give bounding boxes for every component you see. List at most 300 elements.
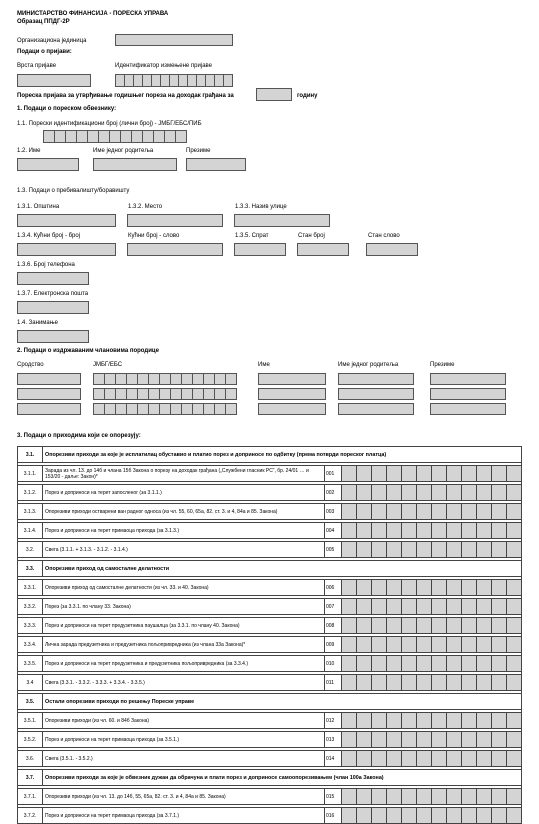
- dependent-parent-name-field[interactable]: [338, 373, 414, 385]
- filing-type-field[interactable]: [17, 74, 91, 87]
- amount-cell[interactable]: [342, 751, 357, 767]
- row-number: 3.5.: [18, 694, 43, 710]
- amended-id-label: Идентификатор измењене пријаве: [115, 63, 212, 69]
- amount-cell[interactable]: [372, 542, 387, 558]
- amount-cell[interactable]: [417, 599, 432, 615]
- amount-cell[interactable]: [402, 580, 417, 596]
- amount-cell[interactable]: [447, 732, 462, 748]
- table-row: [18, 618, 522, 634]
- amount-cell[interactable]: [477, 504, 492, 520]
- filing-type-label: Врста пријаве: [17, 63, 57, 69]
- phone-label: 1.3.6. Број телефона: [17, 262, 75, 268]
- amount-cell[interactable]: [462, 485, 477, 501]
- row-description: Опорезиви приходи за које је обвезник дужан да обрачуна и плати порез и доприносе самоопорезивањем (члан 100а Закона): [43, 770, 522, 786]
- amount-cell[interactable]: [417, 542, 432, 558]
- amount-cell[interactable]: [417, 466, 432, 482]
- amount-cell[interactable]: [507, 808, 522, 824]
- amount-cell[interactable]: [387, 808, 402, 824]
- amount-cell[interactable]: [462, 618, 477, 634]
- amount-cell[interactable]: [432, 466, 447, 482]
- amount-cell[interactable]: [372, 789, 387, 805]
- apartment-letter-field[interactable]: [366, 243, 418, 256]
- amount-cell[interactable]: [402, 808, 417, 824]
- place-label: 1.3.2. Место: [128, 204, 163, 210]
- apartment-letter-label: Стан слово: [368, 233, 400, 239]
- amount-cell[interactable]: [492, 789, 507, 805]
- ministry-title: МИНИСТАРСТВО ФИНАНСИЈА - ПОРЕСКА УПРАВА: [17, 11, 169, 17]
- row-description: Зарада из чл. 13. до 14б и члана 15б Закона о порезу на доходак грађана („Службени гласник РС“, бр. 24/01 … и 153/20 - даље: Закон)*: [43, 466, 325, 482]
- table-row: [18, 656, 522, 672]
- amount-cell[interactable]: [357, 466, 372, 482]
- dependent-name-field[interactable]: [258, 388, 326, 400]
- amount-cell[interactable]: [477, 751, 492, 767]
- amount-cell[interactable]: [357, 542, 372, 558]
- amount-cell[interactable]: [342, 504, 357, 520]
- table-row: [18, 675, 522, 691]
- dependent-surname-field[interactable]: [430, 403, 506, 415]
- dependent-name-field[interactable]: [258, 403, 326, 415]
- table-row: [18, 523, 522, 539]
- amount-cell[interactable]: [342, 599, 357, 615]
- amount-cell[interactable]: [492, 504, 507, 520]
- amount-cell[interactable]: [477, 637, 492, 653]
- phone-field[interactable]: [17, 272, 89, 285]
- amount-cell[interactable]: [342, 523, 357, 539]
- amount-cell[interactable]: [447, 808, 462, 824]
- amount-cell[interactable]: [477, 485, 492, 501]
- amount-cell[interactable]: [447, 789, 462, 805]
- dependent-name-field[interactable]: [258, 373, 326, 385]
- amount-cell[interactable]: [432, 675, 447, 691]
- row-code: 005: [325, 542, 342, 558]
- amount-cell[interactable]: [417, 751, 432, 767]
- amount-cell[interactable]: [372, 485, 387, 501]
- amount-cell[interactable]: [402, 789, 417, 805]
- amount-cell[interactable]: [357, 618, 372, 634]
- dependent-header-surname: Презиме: [430, 362, 455, 368]
- amount-cell[interactable]: [507, 580, 522, 596]
- dependent-relation-field[interactable]: [17, 403, 81, 415]
- section3-title: 3. Подаци о приходима који се опорезују:: [17, 433, 141, 439]
- row-code: 008: [325, 618, 342, 634]
- table-row: [18, 599, 522, 615]
- amount-cell[interactable]: [432, 599, 447, 615]
- row-number: 3.5.2.: [18, 732, 43, 748]
- row-code: 011: [325, 675, 342, 691]
- amount-cell[interactable]: [372, 675, 387, 691]
- apartment-number-label: Стан број: [298, 233, 325, 239]
- amount-cell[interactable]: [342, 618, 357, 634]
- amount-cell[interactable]: [387, 713, 402, 729]
- amount-cell[interactable]: [402, 599, 417, 615]
- amount-cell[interactable]: [402, 751, 417, 767]
- amount-cell[interactable]: [387, 656, 402, 672]
- amount-cell[interactable]: [387, 466, 402, 482]
- amount-cell[interactable]: [492, 808, 507, 824]
- house-number-field[interactable]: [17, 243, 116, 256]
- amount-cell[interactable]: [477, 789, 492, 805]
- tin-label: 1.1. Порески идентификациони број (лични број) - ЈМБГ/ЕБС/ПИБ: [17, 121, 202, 127]
- dependent-relation-field[interactable]: [17, 373, 81, 385]
- apartment-number-field[interactable]: [297, 243, 349, 256]
- filing-statement: Пореска пријава за утврђивање годишњег пореза на доходак грађана за: [17, 93, 234, 99]
- amount-cell[interactable]: [342, 580, 357, 596]
- amount-cell[interactable]: [447, 466, 462, 482]
- amount-cell[interactable]: [447, 713, 462, 729]
- amount-cell[interactable]: [447, 637, 462, 653]
- row-description: Опорезиви приходи остварени ван радног односа (из чл. 55, 60, 65а, 82. ст. 3. и 4, 84а и 85. Закона): [43, 504, 325, 520]
- dependent-jmbg-cell[interactable]: [225, 403, 237, 415]
- amount-cell[interactable]: [342, 808, 357, 824]
- amount-cell[interactable]: [357, 523, 372, 539]
- amount-cell[interactable]: [387, 732, 402, 748]
- amount-cell[interactable]: [402, 466, 417, 482]
- filing-statement-suffix: годину: [297, 93, 318, 99]
- table-row: [18, 447, 522, 463]
- amount-cell[interactable]: [387, 542, 402, 558]
- house-number-label: 1.3.4. Кућни број - број: [17, 233, 81, 239]
- table-row: [18, 732, 522, 748]
- surname-field[interactable]: [186, 158, 246, 171]
- amount-cell[interactable]: [507, 732, 522, 748]
- amount-cell[interactable]: [432, 504, 447, 520]
- parent-name-field[interactable]: [93, 158, 177, 171]
- amount-cell[interactable]: [417, 789, 432, 805]
- amount-cell[interactable]: [372, 618, 387, 634]
- amount-cell[interactable]: [462, 713, 477, 729]
- row-code: 014: [325, 751, 342, 767]
- table-row: [18, 770, 522, 786]
- amount-cell[interactable]: [372, 713, 387, 729]
- amount-cell[interactable]: [402, 675, 417, 691]
- amount-cell[interactable]: [462, 466, 477, 482]
- amount-cell[interactable]: [417, 808, 432, 824]
- amount-cell[interactable]: [462, 637, 477, 653]
- amount-cell[interactable]: [447, 523, 462, 539]
- amount-cell[interactable]: [492, 580, 507, 596]
- dependent-parent-name-field[interactable]: [338, 403, 414, 415]
- amount-cell[interactable]: [462, 675, 477, 691]
- amount-cell[interactable]: [507, 485, 522, 501]
- amount-cell[interactable]: [342, 637, 357, 653]
- amount-cell[interactable]: [432, 656, 447, 672]
- dependent-header-relation: Сродство: [17, 362, 44, 368]
- amount-cell[interactable]: [492, 656, 507, 672]
- amount-cell[interactable]: [417, 675, 432, 691]
- amount-cell[interactable]: [477, 713, 492, 729]
- amount-cell[interactable]: [417, 504, 432, 520]
- amount-cell[interactable]: [417, 732, 432, 748]
- row-number: 3.4: [18, 675, 43, 691]
- amount-cell[interactable]: [417, 580, 432, 596]
- amount-cell[interactable]: [477, 732, 492, 748]
- amount-cell[interactable]: [357, 713, 372, 729]
- amount-cell[interactable]: [492, 713, 507, 729]
- amount-cell[interactable]: [417, 523, 432, 539]
- amount-cell[interactable]: [432, 751, 447, 767]
- floor-label: 1.3.5. Спрат: [235, 233, 269, 239]
- amount-cell[interactable]: [447, 618, 462, 634]
- amount-cell[interactable]: [477, 675, 492, 691]
- amount-cell[interactable]: [357, 504, 372, 520]
- amount-cell[interactable]: [507, 618, 522, 634]
- row-number: 3.1.2.: [18, 485, 43, 501]
- row-number: 3.3.1.: [18, 580, 43, 596]
- amount-cell[interactable]: [507, 637, 522, 653]
- amount-cell[interactable]: [432, 789, 447, 805]
- dependent-header-parent: Име једног родитеља: [338, 362, 399, 368]
- amount-cell[interactable]: [357, 675, 372, 691]
- row-description: Опорезиви приходи (из чл. 13. до 14б, 55, 65а, 82. ст. 3. и 4, 84а и 85. Закона): [43, 789, 325, 805]
- table-row: [18, 751, 522, 767]
- amount-cell[interactable]: [417, 713, 432, 729]
- amount-cell[interactable]: [477, 523, 492, 539]
- dependent-surname-field[interactable]: [430, 373, 506, 385]
- amount-cell[interactable]: [507, 751, 522, 767]
- amount-cell[interactable]: [357, 599, 372, 615]
- amount-cell[interactable]: [387, 485, 402, 501]
- amount-cell[interactable]: [402, 523, 417, 539]
- amount-cell[interactable]: [432, 523, 447, 539]
- place-field[interactable]: [127, 214, 223, 227]
- amount-cell[interactable]: [432, 580, 447, 596]
- amount-cell[interactable]: [342, 485, 357, 501]
- amount-cell[interactable]: [387, 618, 402, 634]
- amount-cell[interactable]: [402, 713, 417, 729]
- floor-field[interactable]: [234, 243, 286, 256]
- amount-cell[interactable]: [507, 675, 522, 691]
- row-number: 3.3.4.: [18, 637, 43, 653]
- amount-cell[interactable]: [402, 637, 417, 653]
- row-number: 3.1.: [18, 447, 43, 463]
- email-field[interactable]: [17, 301, 89, 314]
- amount-cell[interactable]: [492, 523, 507, 539]
- amount-cell[interactable]: [432, 808, 447, 824]
- amount-cell[interactable]: [417, 485, 432, 501]
- amount-cell[interactable]: [507, 504, 522, 520]
- row-description: Остали опорезиви приходи по решењу Пореске управе: [43, 694, 522, 710]
- amount-cell[interactable]: [507, 542, 522, 558]
- amount-cell[interactable]: [342, 713, 357, 729]
- amount-cell[interactable]: [342, 656, 357, 672]
- table-row: [18, 504, 522, 520]
- row-number: 3.6.: [18, 751, 43, 767]
- amount-cell[interactable]: [342, 675, 357, 691]
- amount-cell[interactable]: [372, 808, 387, 824]
- amount-cell[interactable]: [372, 523, 387, 539]
- row-number: 3.7.1.: [18, 789, 43, 805]
- table-row: [18, 637, 522, 653]
- row-description: Опорезиви приход од самосталне делатности: [43, 561, 522, 577]
- amount-cell[interactable]: [477, 808, 492, 824]
- amount-cell[interactable]: [357, 808, 372, 824]
- amount-cell[interactable]: [357, 751, 372, 767]
- dependent-relation-field[interactable]: [17, 388, 81, 400]
- amount-cell[interactable]: [372, 599, 387, 615]
- amount-cell[interactable]: [462, 789, 477, 805]
- row-code: 004: [325, 523, 342, 539]
- row-description: Опорезиви приход од самосталне делатности (из чл. 33. и 40. Закона): [43, 580, 325, 596]
- occupation-field[interactable]: [17, 330, 89, 343]
- amount-cell[interactable]: [402, 504, 417, 520]
- row-code: 013: [325, 732, 342, 748]
- amount-cell[interactable]: [402, 656, 417, 672]
- amount-cell[interactable]: [492, 751, 507, 767]
- row-code: 015: [325, 789, 342, 805]
- row-code: 007: [325, 599, 342, 615]
- amount-cell[interactable]: [507, 466, 522, 482]
- table-row: [18, 485, 522, 501]
- amount-cell[interactable]: [462, 732, 477, 748]
- amount-cell[interactable]: [492, 618, 507, 634]
- amount-cell[interactable]: [387, 504, 402, 520]
- amount-cell[interactable]: [432, 618, 447, 634]
- row-description: Свега (3.3.1. - 3.3.2. - 3.3.3. + 3.3.4. - 3.3.5.): [43, 675, 325, 691]
- amount-cell[interactable]: [432, 485, 447, 501]
- row-description: Порез и доприноси на терет предузетника паушалца (за 3.3.1. по члану 40. Закона): [43, 618, 325, 634]
- amount-cell[interactable]: [372, 751, 387, 767]
- amount-cell[interactable]: [402, 732, 417, 748]
- table-row: [18, 789, 522, 805]
- amount-cell[interactable]: [372, 732, 387, 748]
- amount-cell[interactable]: [462, 751, 477, 767]
- amount-cell[interactable]: [477, 656, 492, 672]
- surname-label: Презиме: [186, 148, 211, 154]
- row-description: Опорезиви приходи (из чл. 60. и 84б Закона): [43, 713, 325, 729]
- amount-cell[interactable]: [387, 580, 402, 596]
- amount-cell[interactable]: [477, 618, 492, 634]
- amount-cell[interactable]: [447, 504, 462, 520]
- amount-cell[interactable]: [477, 542, 492, 558]
- amount-cell[interactable]: [417, 637, 432, 653]
- table-row: [18, 713, 522, 729]
- year-field[interactable]: [256, 88, 292, 101]
- amount-cell[interactable]: [387, 637, 402, 653]
- amount-cell[interactable]: [387, 751, 402, 767]
- amount-cell[interactable]: [342, 732, 357, 748]
- amount-cell[interactable]: [402, 542, 417, 558]
- amount-cell[interactable]: [492, 485, 507, 501]
- section1-title: 1. Подаци о пореском обвезнику:: [17, 106, 117, 112]
- row-number: 3.3.5.: [18, 656, 43, 672]
- amount-cell[interactable]: [462, 656, 477, 672]
- row-number: 3.3.2.: [18, 599, 43, 615]
- row-description: Лична зарада предузетника и предузетника пољопривредника (из члана 33а Закона)*: [43, 637, 325, 653]
- section2-title: 2. Подаци о издржаваним члановима породице: [17, 348, 159, 354]
- house-letter-label: Кућни број - слово: [128, 233, 180, 239]
- amount-cell[interactable]: [357, 485, 372, 501]
- amount-cell[interactable]: [492, 466, 507, 482]
- amount-cell[interactable]: [462, 523, 477, 539]
- amount-cell[interactable]: [357, 656, 372, 672]
- row-code: 009: [325, 637, 342, 653]
- tin-cell[interactable]: [175, 130, 187, 143]
- amount-cell[interactable]: [492, 599, 507, 615]
- row-code: 010: [325, 656, 342, 672]
- amended-id-cell[interactable]: [223, 74, 233, 87]
- amount-cell[interactable]: [462, 599, 477, 615]
- dependent-jmbg-cell[interactable]: [225, 373, 237, 385]
- amount-cell[interactable]: [507, 713, 522, 729]
- amount-cell[interactable]: [342, 789, 357, 805]
- dependent-jmbg-cell[interactable]: [225, 388, 237, 400]
- amount-cell[interactable]: [432, 637, 447, 653]
- row-number: 3.3.: [18, 561, 43, 577]
- amount-cell[interactable]: [417, 656, 432, 672]
- amount-cell[interactable]: [447, 675, 462, 691]
- amount-cell[interactable]: [462, 580, 477, 596]
- name-field[interactable]: [17, 158, 79, 171]
- amount-cell[interactable]: [387, 599, 402, 615]
- row-code: 006: [325, 580, 342, 596]
- amount-cell[interactable]: [462, 808, 477, 824]
- amount-cell[interactable]: [447, 485, 462, 501]
- amount-cell[interactable]: [432, 732, 447, 748]
- municipality-field[interactable]: [17, 214, 116, 227]
- amount-cell[interactable]: [447, 751, 462, 767]
- amount-cell[interactable]: [447, 599, 462, 615]
- amount-cell[interactable]: [342, 466, 357, 482]
- amount-cell[interactable]: [492, 637, 507, 653]
- amount-cell[interactable]: [402, 485, 417, 501]
- amount-cell[interactable]: [372, 656, 387, 672]
- amount-cell[interactable]: [417, 618, 432, 634]
- amount-cell[interactable]: [372, 637, 387, 653]
- amount-cell[interactable]: [462, 504, 477, 520]
- amount-cell[interactable]: [372, 466, 387, 482]
- amount-cell[interactable]: [447, 580, 462, 596]
- street-label: 1.3.3. Назив улице: [235, 204, 287, 210]
- amount-cell[interactable]: [447, 542, 462, 558]
- amount-cell[interactable]: [477, 466, 492, 482]
- street-field[interactable]: [234, 214, 330, 227]
- filing-title: Подаци о пријави:: [17, 49, 72, 55]
- amount-cell[interactable]: [372, 504, 387, 520]
- dependent-surname-field[interactable]: [430, 388, 506, 400]
- amount-cell[interactable]: [357, 789, 372, 805]
- org-unit-field[interactable]: [115, 34, 233, 46]
- house-letter-field[interactable]: [127, 243, 223, 256]
- amount-cell[interactable]: [342, 542, 357, 558]
- amount-cell[interactable]: [387, 675, 402, 691]
- table-row: [18, 808, 522, 824]
- amount-cell[interactable]: [492, 542, 507, 558]
- dependent-parent-name-field[interactable]: [338, 388, 414, 400]
- row-description: Свега (3.5.1. - 3.5.2.): [43, 751, 325, 767]
- amount-cell[interactable]: [507, 599, 522, 615]
- row-description: Опорезиви приходи за које је исплатилац обуставио и платио порез и доприносе по одбитку (према потврди пореског платца): [43, 447, 522, 463]
- amount-cell[interactable]: [357, 732, 372, 748]
- amount-cell[interactable]: [432, 542, 447, 558]
- amount-cell[interactable]: [357, 637, 372, 653]
- amount-cell[interactable]: [507, 789, 522, 805]
- row-description: Порез и доприноси на терет запосленог (за 3.1.1.): [43, 485, 325, 501]
- amount-cell[interactable]: [432, 713, 447, 729]
- amount-cell[interactable]: [477, 580, 492, 596]
- amount-cell[interactable]: [462, 542, 477, 558]
- amount-cell[interactable]: [372, 580, 387, 596]
- amount-cell[interactable]: [507, 656, 522, 672]
- amount-cell[interactable]: [447, 656, 462, 672]
- amount-cell[interactable]: [477, 599, 492, 615]
- amount-cell[interactable]: [492, 732, 507, 748]
- amount-cell[interactable]: [402, 618, 417, 634]
- amount-cell[interactable]: [507, 523, 522, 539]
- amount-cell[interactable]: [357, 580, 372, 596]
- amount-cell[interactable]: [492, 675, 507, 691]
- amount-cell[interactable]: [387, 523, 402, 539]
- amount-cell[interactable]: [387, 789, 402, 805]
